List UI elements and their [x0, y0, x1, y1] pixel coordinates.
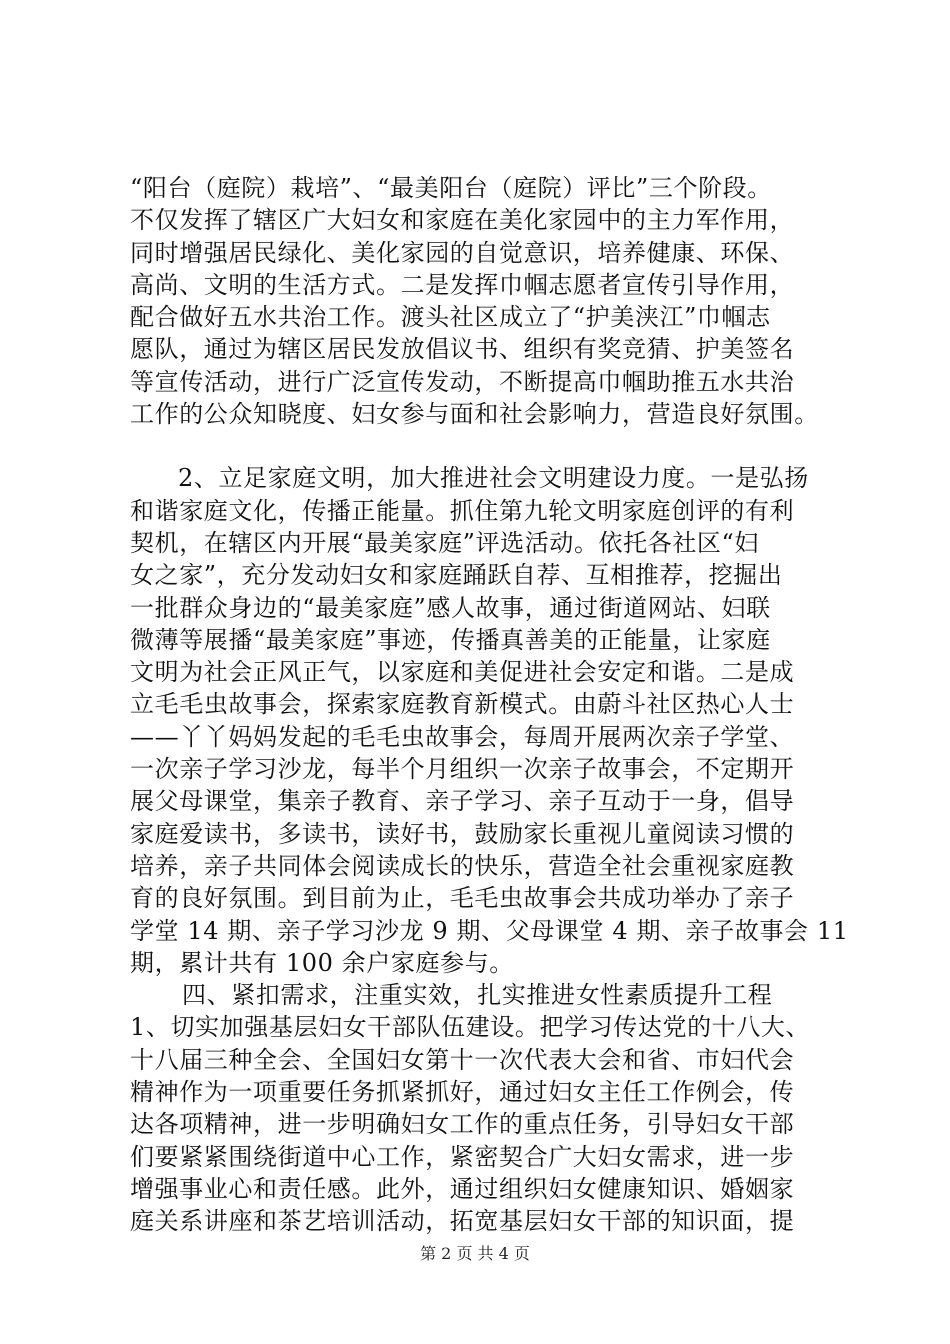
page-number-footer: 第 2 页 共 4 页: [420, 1244, 530, 1263]
text-line: 同时增强居民绿化、美化家园的自觉意识，培养健康、环保、: [130, 238, 795, 267]
text-line: “阳台（庭院）栽培”、“最美阳台（庭院）评比”三个阶段。: [130, 174, 772, 202]
text-line: 立毛毛虫故事会，探索家庭教育新模式。由蔚斗社区热心人士: [130, 690, 795, 719]
text-line: 学堂 14 期、亲子学习沙龙 9 期、父母课堂 4 期、亲子故事会 11: [130, 916, 849, 945]
text-line: 微薄等展播“最美家庭”事迹，传播真善美的正能量，让家庭: [130, 625, 771, 654]
text-line: 和谐家庭文化，传播正能量。抓住第九轮文明家庭创评的有利: [130, 496, 795, 525]
text-line: 一批群众身边的“最美家庭”感人故事，通过街道网站、妇联: [130, 593, 771, 622]
text-line: 等宣传活动，进行广泛宣传发动，不断提高巾帼助推五水共治: [130, 367, 795, 396]
paragraph-cadre-team: [130, 1011, 830, 1237]
text-line: 一次亲子学习沙龙，每半个月组织一次亲子故事会，不定期开: [130, 755, 795, 784]
text-line: 期，累计共有 100 余户家庭参与。: [130, 948, 514, 977]
section-heading: 四、紧扣需求，注重实效，扎实推进女性素质提升工程: [182, 981, 773, 1010]
text-line: 精神作为一项重要任务抓紧抓好，通过妇女主任工作例会，传: [130, 1078, 795, 1107]
text-line: 达各项精神，进一步明确妇女工作的重点任务，引导妇女干部: [130, 1110, 795, 1139]
paragraph-family-civilization: [130, 462, 849, 979]
paragraph-continuation: [130, 172, 830, 430]
text-line: 们要紧紧围绕街道中心工作，紧密契合广大妇女需求，进一步: [130, 1142, 795, 1171]
text-line: 培养，亲子共同体会阅读成长的快乐，营造全社会重视家庭教: [130, 851, 795, 880]
paragraph-spacer: [130, 430, 830, 462]
text-line: 高尚、文明的生活方式。二是发挥巾帼志愿者宣传引导作用，: [130, 270, 795, 299]
text-line: 1、切实加强基层妇女干部队伍建设。把学习传达党的十八大、: [130, 1013, 811, 1042]
text-line: 配合做好五水共治工作。渡头社区成立了“护美浃江”巾帼志: [130, 303, 771, 332]
text-line: 契机，在辖区内开展“最美家庭”评选活动。依托各社区“妇: [130, 528, 760, 557]
document-body: [130, 172, 849, 1238]
text-line: 工作的公众知晓度、妇女参与面和社会影响力，营造良好氛围。: [130, 400, 819, 429]
text-line: 女之家”，充分发动妇女和家庭踊跃自荐、互相推荐，挖掘出: [130, 561, 783, 590]
text-line: 愿队，通过为辖区居民发放倡议书、组织有奖竞猜、护美签名: [130, 335, 795, 364]
text-line: 家庭爱读书，多读书，读好书，鼓励家长重视儿童阅读习惯的: [130, 819, 795, 848]
text-line: 增强事业心和责任感。此外，通过组织妇女健康知识、婚姻家: [130, 1174, 795, 1203]
text-line: 育的良好氛围。到目前为止，毛毛虫故事会共成功举办了亲子: [130, 884, 795, 913]
text-line: 展父母课堂，集亲子教育、亲子学习、亲子互动于一身，倡导: [130, 787, 795, 816]
text-line: 不仅发挥了辖区广大妇女和家庭在美化家园中的主力军作用，: [130, 206, 795, 235]
text-line: 文明为社会正风正气，以家庭和美促进社会安定和谐。二是成: [130, 658, 795, 687]
text-line: 2、立足家庭文明，加大推进社会文明建设力度。一是弘扬: [178, 464, 809, 493]
text-line: 庭关系讲座和茶艺培训活动，拓宽基层妇女干部的知识面，提: [130, 1207, 795, 1236]
text-line: 十八届三种全会、全国妇女第十一次代表大会和省、市妇代会: [130, 1045, 795, 1074]
text-line: ——丫丫妈妈发起的毛毛虫故事会，每周开展两次亲子学堂、: [130, 722, 795, 751]
